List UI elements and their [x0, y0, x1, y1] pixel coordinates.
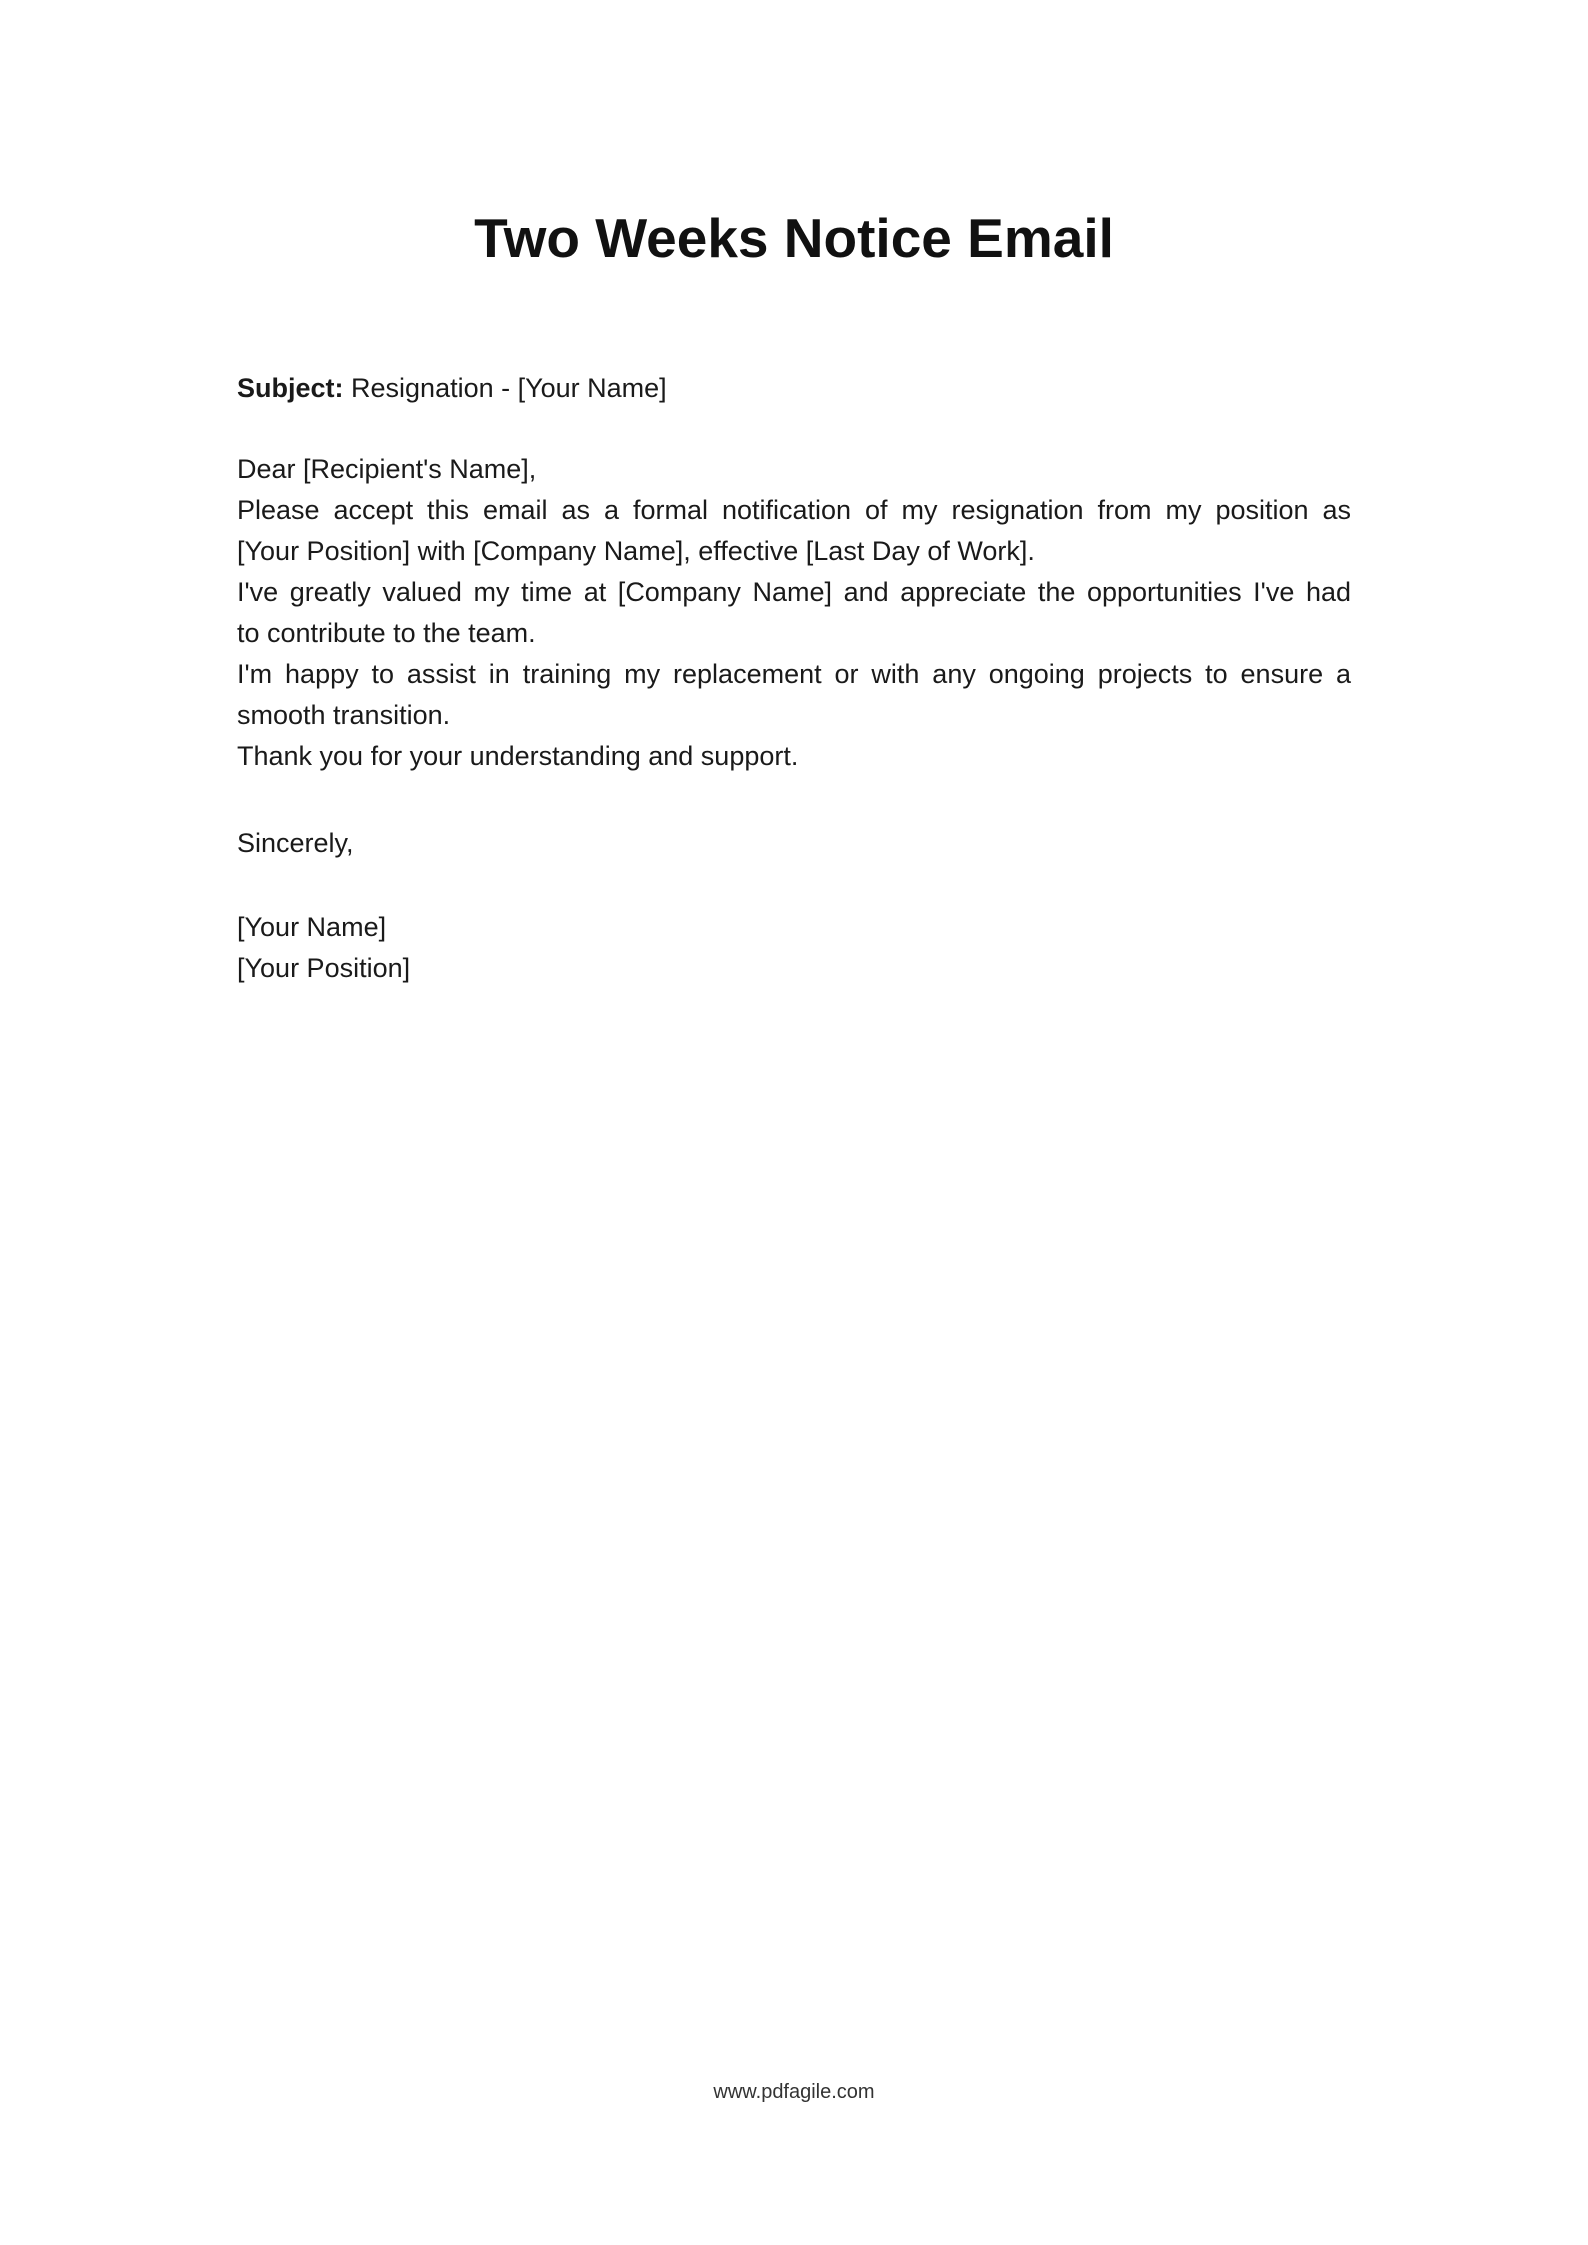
- body-line: Please accept this email as a formal notification of my resignation from my position as: [237, 495, 1351, 525]
- subject-label: Subject:: [237, 373, 344, 403]
- closing-line: Sincerely,: [237, 828, 354, 858]
- body-line: smooth transition.: [237, 700, 451, 730]
- footer-url: www.pdfagile.com: [713, 2081, 875, 2103]
- signature-block: [237, 907, 1351, 989]
- subject-value: Resignation - [Your Name]: [343, 373, 667, 403]
- document-content: [0, 0, 1588, 989]
- body-line: I've greatly valued my time at [Company Name] and appreciate the opportunities I've had: [237, 577, 1351, 607]
- subject-line: [237, 368, 1351, 409]
- body-line: to contribute to the team.: [237, 618, 536, 648]
- body-line: Thank you for your understanding and support.: [237, 741, 799, 771]
- body-line: I'm happy to assist in training my replacement or with any ongoing projects to ensure a: [237, 659, 1351, 689]
- signature-position: [Your Position]: [237, 953, 411, 983]
- body-line: [Your Position] with [Company Name], effective [Last Day of Work].: [237, 536, 1035, 566]
- salutation-line: Dear [Recipient's Name],: [237, 454, 537, 484]
- signature-name: [Your Name]: [237, 912, 387, 942]
- page-title: Two Weeks Notice Email: [474, 207, 1114, 269]
- email-body: [237, 449, 1351, 777]
